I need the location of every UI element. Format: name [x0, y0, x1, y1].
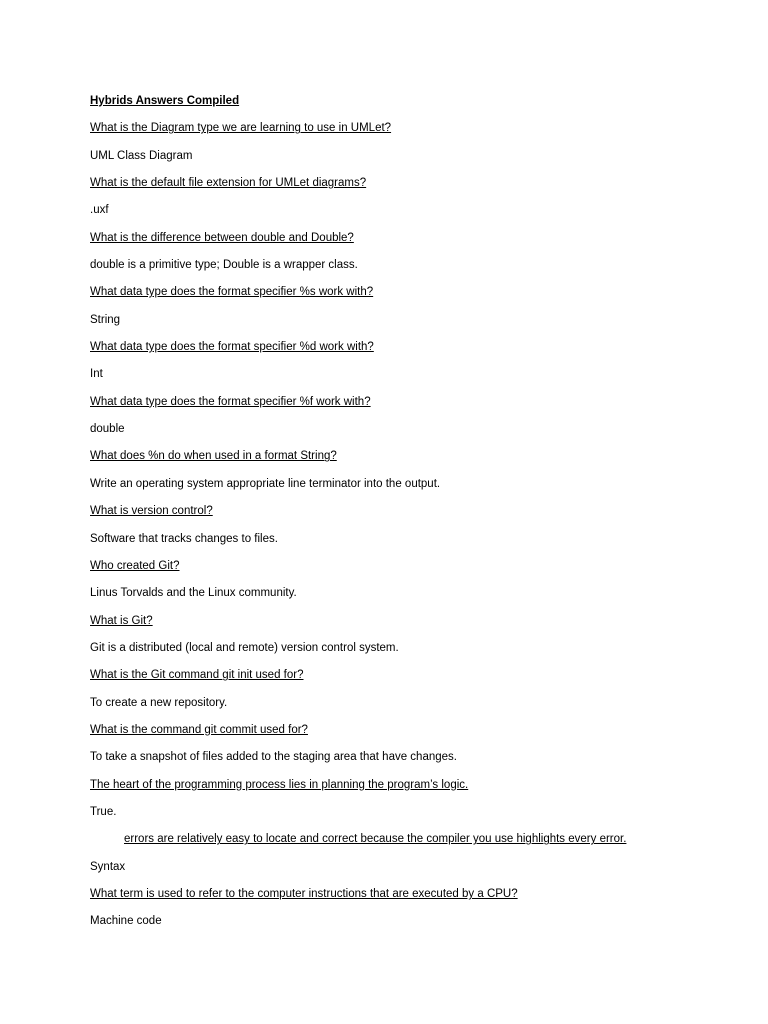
question-6: What data type does the format specifier %f work with? [90, 395, 371, 408]
question-4: What data type does the format specifier %s work with? [90, 286, 374, 299]
answer-15: Machine code [90, 915, 162, 928]
question-12: What is the command git commit used for? [90, 723, 308, 736]
question-11: What is the Git command git init used for? [90, 669, 304, 682]
answer-3: double is a primitive type; Double is a wrapper class. [90, 259, 358, 272]
answer-2: .uxf [90, 204, 109, 217]
question-9: Who created Git? [90, 559, 180, 572]
question-13: The heart of the programming process lies in planning the program’s logic. [90, 778, 469, 791]
answer-14: Syntax [90, 860, 126, 873]
answer-7: Write an operating system appropriate line terminator into the output. [90, 477, 441, 490]
question-10: What is Git? [90, 614, 153, 627]
question-2: What is the default file extension for UMLet diagrams? [90, 177, 367, 190]
question-8: What is version control? [90, 505, 213, 518]
answer-9: Linus Torvalds and the Linux community. [90, 587, 297, 600]
answer-11: To create a new repository. [90, 696, 228, 709]
question-5: What data type does the format specifier %d work with? [90, 341, 374, 354]
question-7: What does %n do when used in a format String? [90, 450, 337, 463]
answer-6: double [90, 423, 125, 436]
question-15: What term is used to refer to the computer instructions that are executed by a CPU? [90, 887, 518, 900]
document-content [90, 93, 730, 941]
answer-1: UML Class Diagram [90, 149, 193, 162]
answer-4: String [90, 313, 121, 326]
answer-12: To take a snapshot of files added to the staging area that have changes. [90, 751, 457, 764]
question-3: What is the difference between double and Double? [90, 231, 354, 244]
answer-8: Software that tracks changes to files. [90, 532, 278, 545]
question-14-text: errors are relatively easy to locate and correct because the compiler you use highlights every error. [124, 833, 627, 846]
question-14 [90, 831, 730, 858]
answer-5: Int [90, 368, 103, 381]
answer-10: Git is a distributed (local and remote) version control system. [90, 641, 399, 654]
answer-13: True. [90, 805, 117, 818]
question-1: What is the Diagram type we are learning to use in UMLet? [90, 122, 392, 135]
document-title: Hybrids Answers Compiled [90, 95, 240, 107]
